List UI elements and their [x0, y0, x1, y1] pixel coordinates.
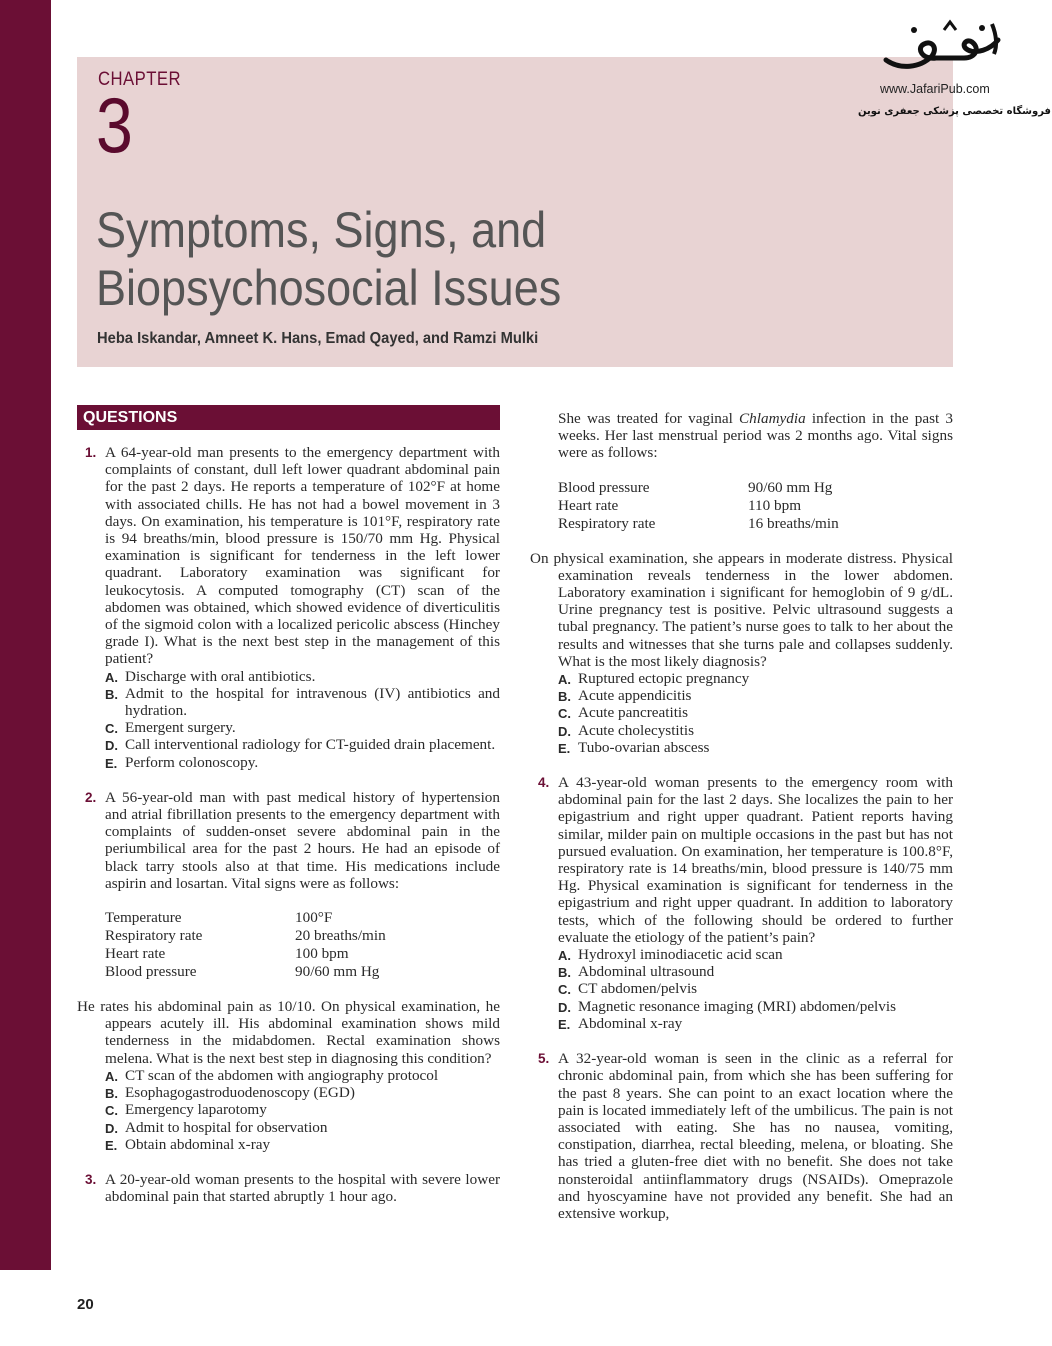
question-3 — [77, 1171, 500, 1205]
question-3-options — [530, 670, 953, 756]
option-e: E. Tubo-ovarian abscess — [558, 738, 710, 756]
right-column — [530, 410, 953, 1238]
publisher-logo — [858, 18, 1051, 124]
question-text: A 20-year-old woman presents to the hospital with severe lower abdominal pain that started abruptly 1 hour ago. — [105, 1170, 500, 1206]
question-3-text-continued: She was treated for vaginal Chlamydia infection in the past 3 weeks. Her last menstrual period was 2 months ago. Vital signs were as follows: — [558, 410, 953, 462]
question-2-options — [77, 1067, 500, 1153]
left-column — [77, 444, 500, 1221]
question-4-options — [530, 946, 953, 1032]
authors: Heba Iskandar, Amneet K. Hans, Emad Qayed, and Ramzi Mulki — [97, 330, 539, 347]
question-number: 1. — [85, 445, 97, 460]
questions-heading: QUESTIONS — [77, 405, 500, 430]
option-c: C. CT abdomen/pelvis — [558, 980, 698, 998]
vitals-table — [105, 909, 386, 981]
option-c: C. Emergency laparotomy — [105, 1101, 267, 1119]
question-text: A 43-year-old woman presents to the emergency room with abdominal pain for the last 2 days. She localizes the pain to her epigastrium and right upper quadrant. Patient reports having similar, milder pain on multiple occasions in the past but has not pursued evaluation. On examination, her temperature is 100.8°F, respiratory rate is 14 breaths/min, blood pressure is 140/75 mm Hg. Physical examination is significant for tenderness in the epigastrium and right upper quadrant. In addition to laboratory tests, which of the following should be ordered to further evaluate the etiology of the patient’s pain? — [558, 774, 953, 946]
sidebar-band — [0, 0, 51, 1270]
chapter-number: 3 — [96, 81, 133, 169]
option-e: E. Obtain abdominal x-ray — [105, 1135, 271, 1153]
question-1 — [77, 444, 500, 668]
option-d: D. Admit to hospital for observation — [105, 1118, 328, 1136]
chapter-label: CHAPTER — [98, 69, 181, 90]
option-a: A. Hydroxyl iminodiacetic acid scan — [558, 946, 783, 964]
question-3-continuation: On physical examination, she appears in moderate distress. Physical examination reveals tenderness in the lower abdomen. Laboratory examination i significant for hemoglobin of 9 g/dL. Urine pregnancy test is positive. Pelvic ultrasound suggests a tubal pregnancy. The patient’s nurse goes to talk to her about the results and witnesses that she turns pale and collapses suddenly. What is the most likely diagnosis? — [530, 549, 953, 670]
question-text: A 56-year-old man with past medical history of hypertension and atrial fibrillation presents to the emergency department with complaints of sudden-onset severe abdominal pain in the periumbilical area for the past 2 hours. He had an episode of black tarry stools also at that time. His medications include aspirin and losartan. Vital signs were as follows: — [105, 788, 500, 892]
question-5 — [530, 1050, 953, 1222]
chapter-header — [77, 57, 953, 367]
question-number: 4. — [538, 775, 550, 791]
option-a: A. Ruptured ectopic pregnancy — [558, 670, 750, 688]
question-2 — [77, 789, 500, 892]
option-b: B. Abdominal ultrasound — [558, 963, 715, 981]
option-b: B. Esophagogastroduodenoscopy (EGD) — [105, 1084, 355, 1102]
logo-url: www.JafariPub.com — [880, 82, 990, 96]
vitals-row: Heart rate 100 bpm — [105, 945, 349, 963]
option-a: A. Discharge with oral antibiotics. — [105, 667, 316, 685]
chapter-title — [96, 201, 561, 317]
logo-subtitle: فروشگاه تخصصی پزشکی جعفری نوین — [858, 106, 1051, 117]
logo-calligraphy-icon — [880, 18, 1010, 78]
vitals-row: Temperature 100°F — [105, 909, 333, 927]
question-2-continuation: He rates his abdominal pain as 10/10. On physical examination, he appears acutely ill. His abdominal examination shows mild tenderness in the midabdomen. Rectal examination shows melena. What is the next best step in diagnosing this condition? — [77, 998, 500, 1067]
vitals-row: Respiratory rate 20 breaths/min — [105, 927, 386, 945]
chapter-title-line1: Symptoms, Signs, and — [96, 202, 547, 258]
option-e: E. Perform colonoscopy. — [105, 753, 259, 771]
page-number: 20 — [77, 1296, 94, 1313]
option-c: C. Emergent surgery. — [105, 719, 236, 737]
question-4 — [530, 774, 953, 946]
question-number: 5. — [538, 1051, 550, 1067]
question-1-options — [77, 668, 500, 771]
vitals-row: Respiratory rate 16 breaths/min — [558, 514, 839, 532]
question-text: A 32-year-old woman is seen in the clinic as a referral for chronic abdominal pain, from which she has been suffering for the past 8 years. She can point to an exact location where the pain is located immediately left of the umbilicus. The pain is not associated with eating. She has no nausea, vomiting, constipation, diarrhea, rectal bleeding, melena, or bloating. She has tried a gluten-free diet with no benefit. She does not take nonsteroidal antiinflammatory drugs (NSAIDs). Omeprazole and hyoscyamine have not provided any benefit. She had an extensive workup, — [558, 1050, 953, 1222]
option-d: D. Call interventional radiology for CT-guided drain placement. — [105, 736, 496, 754]
option-b: B. Acute appendicitis — [558, 687, 692, 705]
option-d: D. Acute cholecystitis — [558, 721, 694, 739]
vitals-row: Blood pressure 90/60 mm Hg — [558, 478, 833, 496]
question-text: A 64-year-old man presents to the emergency department with complaints of constant, dull left lower quadrant abdominal pain for the past 2 days. He reports a temperature of 102°F at home with associated chills. He has not had a bowel movement in 3 days. On examination, his temperature is 101°F, respiratory rate is 94 breaths/min, blood pressure is 150/70 mm Hg. Physical examination is significant for tenderness in the left lower quadrant. Laboratory examination was significant for leukocytosis. A computed tomography (CT) scan of the abdomen was obtained, which showed evidence of diverticulitis of the sigmoid colon with a localized pericolic abscess (Hinchey grade I). What is the next best step in the management of this patient? — [105, 444, 500, 668]
vitals-row: Heart rate 110 bpm — [558, 496, 802, 514]
question-number: 2. — [85, 789, 97, 805]
option-b: B. Admit to the hospital for intravenous (IV) antibiotics and hydration. — [105, 684, 500, 720]
option-d: D. Magnetic resonance imaging (MRI) abdomen/pelvis — [558, 997, 897, 1015]
vitals-row: Blood pressure 90/60 mm Hg — [105, 963, 380, 981]
option-a: A. CT scan of the abdomen with angiography protocol — [105, 1066, 439, 1084]
vitals-table — [558, 479, 839, 533]
chapter-title-line2: Biopsychosocial Issues — [96, 260, 562, 316]
option-e: E. Abdominal x-ray — [558, 1014, 683, 1032]
question-number: 3. — [85, 1171, 97, 1187]
option-c: C. Acute pancreatitis — [558, 704, 689, 722]
